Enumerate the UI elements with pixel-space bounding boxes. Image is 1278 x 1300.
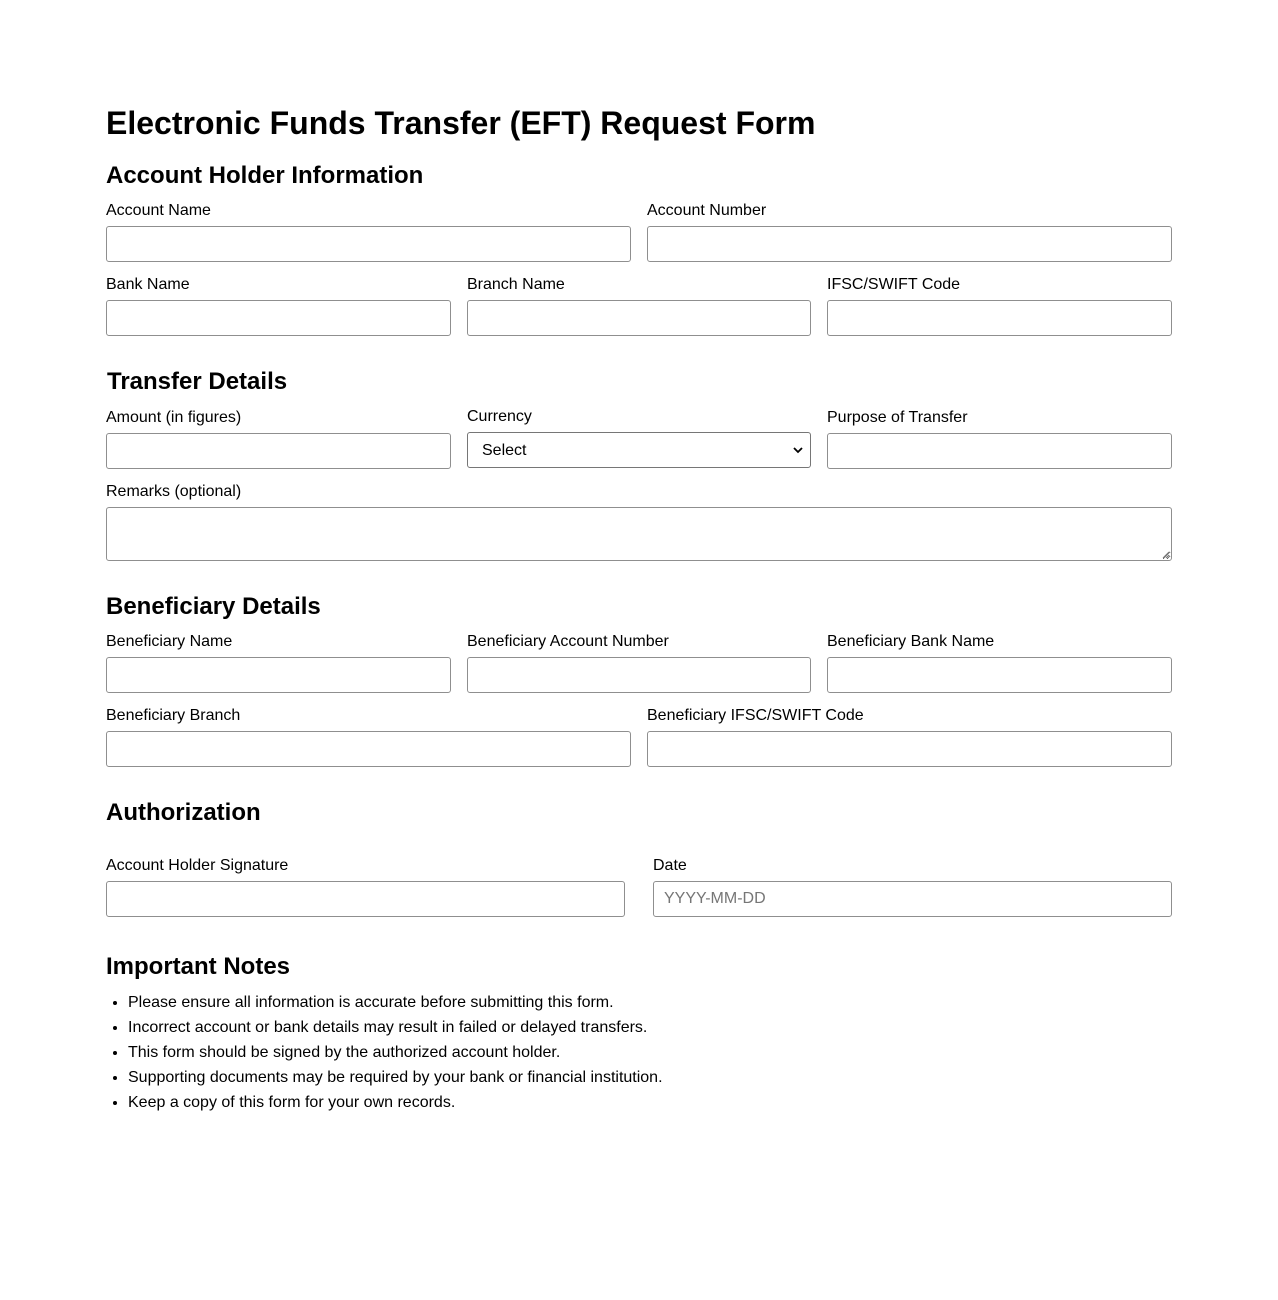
section-heading-authorization: Authorization: [106, 799, 261, 826]
currency-selected-value: Select: [482, 442, 527, 459]
chevron-down-icon: [792, 444, 804, 456]
section-heading-account-holder: Account Holder Information: [106, 162, 424, 189]
currency-label: Currency: [467, 408, 532, 425]
list-item: • Keep a copy of this form for your own records.: [128, 1090, 663, 1115]
list-item: • Please ensure all information is accurate before submitting this form.: [128, 990, 663, 1015]
account-name-input[interactable]: [106, 226, 631, 262]
ifsc-code-input[interactable]: [827, 300, 1172, 336]
signature-input[interactable]: [106, 881, 625, 917]
notes-list: [106, 990, 663, 1115]
list-item: • Supporting documents may be required by your bank or financial institution.: [128, 1065, 663, 1090]
resize-handle-icon[interactable]: [1160, 549, 1170, 559]
beneficiary-name-input[interactable]: [106, 657, 451, 693]
section-heading-notes: Important Notes: [106, 953, 291, 980]
beneficiary-ifsc-label: Beneficiary IFSC/SWIFT Code: [647, 707, 864, 724]
ifsc-code-label: IFSC/SWIFT Code: [827, 276, 961, 293]
page-title: Electronic Funds Transfer (EFT) Request Form: [106, 105, 816, 141]
date-input[interactable]: [653, 881, 1172, 917]
branch-name-label: Branch Name: [467, 276, 565, 293]
amount-input[interactable]: [106, 433, 451, 469]
section-heading-transfer: Transfer Details: [107, 368, 288, 395]
branch-name-input[interactable]: [467, 300, 811, 336]
beneficiary-bank-name-label: Beneficiary Bank Name: [827, 633, 995, 650]
beneficiary-ifsc-input[interactable]: [647, 731, 1172, 767]
list-item: • Incorrect account or bank details may result in failed or delayed transfers.: [128, 1015, 663, 1040]
beneficiary-name-label: Beneficiary Name: [106, 633, 233, 650]
beneficiary-account-number-label: Beneficiary Account Number: [467, 633, 669, 650]
purpose-input[interactable]: [827, 433, 1172, 469]
remarks-textarea[interactable]: [106, 507, 1172, 561]
remarks-wrapper: [106, 507, 1172, 561]
date-label: Date: [653, 857, 687, 874]
beneficiary-branch-input[interactable]: [106, 731, 631, 767]
account-number-input[interactable]: [647, 226, 1172, 262]
section-heading-beneficiary: Beneficiary Details: [106, 593, 321, 620]
currency-select[interactable]: [467, 432, 811, 468]
remarks-label: Remarks (optional): [106, 483, 242, 500]
beneficiary-account-number-input[interactable]: [467, 657, 811, 693]
beneficiary-bank-name-input[interactable]: [827, 657, 1172, 693]
bank-name-label: Bank Name: [106, 276, 190, 293]
amount-label: Amount (in figures): [106, 409, 242, 426]
account-number-label: Account Number: [647, 202, 767, 219]
signature-label: Account Holder Signature: [106, 857, 289, 874]
account-name-label: Account Name: [106, 202, 211, 219]
purpose-label: Purpose of Transfer: [827, 409, 968, 426]
bank-name-input[interactable]: [106, 300, 451, 336]
beneficiary-branch-label: Beneficiary Branch: [106, 707, 241, 724]
list-item: • This form should be signed by the authorized account holder.: [128, 1040, 663, 1065]
